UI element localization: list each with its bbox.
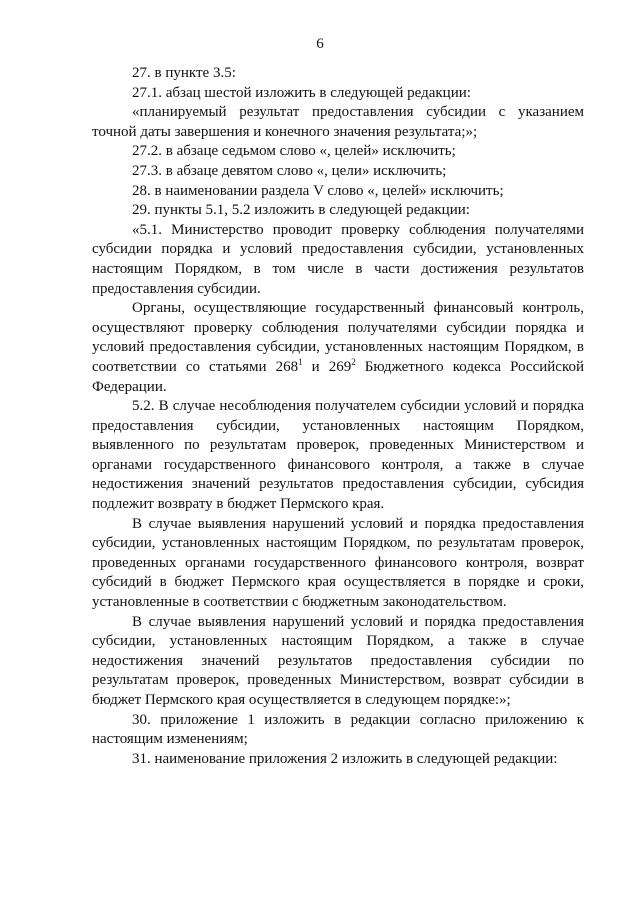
paragraph-5-2: 5.2. В случае несоблюдения получателем субсидии условий и порядка предоставления субсидии, установленных настоящим Порядком, выявленного по результатам проверок, проведенных Министерством и органами государственного финансового контроля, а также в случае недостижения значений результатов предоставления субсидии, субсидия подлежит возврату в бюджет Пермского края. [92,398,584,513]
paragraph-27-1: 27.1. абзац шестой изложить в следующей редакции: [132,84,471,101]
paragraph-5-1: «5.1. Министерство проводит проверку соблюдения получателями субсидии порядка и условий предоставления субсидии, установленных настоящим Порядком, в том числе в части достижения результатов предоставления субсидии. [92,221,584,297]
paragraph-27-3: 27.3. в абзаце девятом слово «, цели» исключить; [132,162,447,179]
paragraph-quote-result: «планируемый результат предоставления субсидии с указанием точной даты завершения и конечного значения результата;»; [92,104,584,140]
paragraph-violation-ministry: В случае выявления нарушений условий и порядка предоставления субсидии, установленных настоящим Порядком, а также в случае недостижения значений результатов предоставления субсидии по результатам проверок, проведенных Министерством, возврат субсидии в бюджет Пермского края осуществляется в следующем порядке:»; [92,613,584,708]
article-269-superscript: 2 [351,356,356,367]
page-number: 6 [316,36,324,52]
paragraph-27: 27. в пункте 3.5: [132,65,236,81]
article-268-superscript: 1 [298,356,303,367]
paragraph-31: 31. наименование приложения 2 изложить в следующей редакции: [132,750,558,767]
paragraph-violation-control: В случае выявления нарушений условий и порядка предоставления субсидии, установленных настоящим Порядком, по результатам проверок, проведенных органами государственного финансового контроля, возврат субсидий в бюджет Пермского края осуществляется в порядке и сроки, установленные в соответствии с бюджетным законодательством. [92,515,584,611]
document-body [92,64,584,769]
paragraph-29: 29. пункты 5.1, 5.2 изложить в следующей редакции: [132,202,470,219]
paragraph-30: 30. приложение 1 изложить в редакции согласно приложению к настоящим изменениям; [92,711,584,748]
paragraph-control-bodies [92,299,584,397]
paragraph-28: 28. в наименовании раздела V слово «, целей» исключить; [132,182,504,199]
control-bodies-text: Органы, осуществляющие государственный финансовый контроль, осуществляют проверку соблюдения получателями субсидии порядка и условий предоставления субсидии, установленных настоящим Порядком, в соответствии со статьями 268 [92,300,584,375]
control-bodies-text-middle: и 269 [302,358,352,375]
paragraph-27-2: 27.2. в абзаце седьмом слово «, целей» исключить; [132,143,456,160]
control-bodies-text-end: Бюджетного кодекса Российской Федерации. [92,358,585,395]
